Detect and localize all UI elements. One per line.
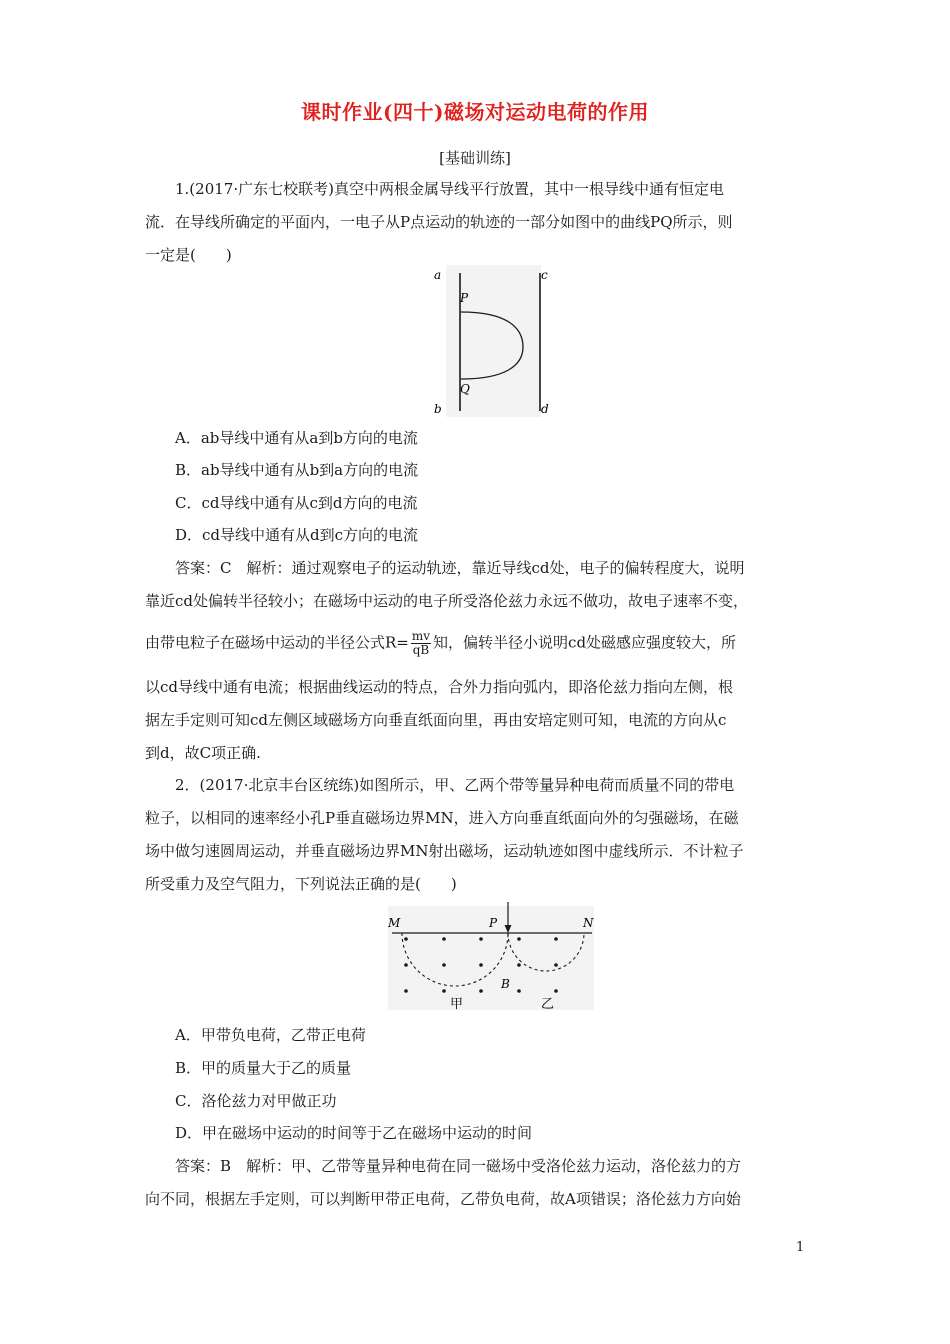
- label-p: P: [460, 291, 469, 305]
- page-number: 1: [796, 1240, 805, 1255]
- q1-answer-formula-line: [145, 630, 810, 657]
- q1-option-b: B．ab导线中通有从b到a方向的电流: [175, 461, 419, 479]
- page-title: 课时作业(四十)磁场对运动电荷的作用: [301, 100, 649, 124]
- q2-option-b: B．甲的质量大于乙的质量: [175, 1059, 352, 1077]
- q1-option-a: A．ab导线中通有从a到b方向的电流: [175, 429, 418, 447]
- label-c: c: [541, 268, 548, 282]
- q2-stem-line-2: 粒子，以相同的速率经小孔P垂直磁场边界MN，进入方向垂直纸面向外的匀强磁场，在磁: [145, 809, 739, 827]
- q1-figure: [428, 265, 558, 417]
- q2-figure: [384, 900, 596, 1012]
- label-a: a: [434, 268, 442, 282]
- q1-answer-line-5: 到d，故C项正确.: [145, 744, 261, 762]
- q2-stem-line-3: 场中做匀速圆周运动，并垂直磁场边界MN射出磁场，运动轨迹如图中虚线所示．不计粒子: [145, 842, 744, 860]
- formula-after: 知，偏转半径小说明cd处磁感应强度较大，所: [433, 633, 737, 652]
- q1-answer-line-1: 答案：C 解析：通过观察电子的运动轨迹，靠近导线cd处，电子的偏转程度大，说明: [175, 559, 745, 577]
- q1-option-c: C．cd导线中通有从c到d方向的电流: [175, 494, 418, 512]
- q1-stem-line-3: 一定是( ): [145, 246, 232, 264]
- label-b: B: [501, 977, 510, 991]
- q1-answer-line-2: 靠近cd处偏转半径较小；在磁场中运动的电子所受洛伦兹力永远不做功，故电子速率不变，: [145, 592, 749, 610]
- q2-stem-line-4: 所受重力及空气阻力，下列说法正确的是( ): [145, 875, 457, 893]
- q2-stem-line-1: 2．(2017·北京丰台区统练)如图所示，甲、乙两个带等量异种电荷而质量不同的带电: [175, 776, 735, 794]
- label-jia: 甲: [450, 997, 464, 1012]
- fraction-denominator: qB: [412, 643, 430, 657]
- label-n: N: [583, 916, 594, 930]
- section-heading: [基础训练]: [439, 149, 511, 167]
- label-q: Q: [460, 382, 470, 396]
- formula-before: 由带电粒子在磁场中运动的半径公式R=: [145, 633, 409, 652]
- q1-stem-line-1: 1.(2017·广东七校联考)真空中两根金属导线平行放置，其中一根导线中通有恒定电: [175, 180, 724, 198]
- label-m: M: [388, 916, 401, 930]
- label-yi: 乙: [541, 997, 555, 1012]
- q2-answer-line-2: 向不同，根据左手定则，可以判断甲带正电荷，乙带负电荷，故A项错误；洛伦兹力方向始: [145, 1190, 741, 1208]
- q1-stem-line-2: 流．在导线所确定的平面内，一电子从P点运动的轨迹的一部分如图中的曲线PQ所示，则: [145, 213, 733, 231]
- label-p: P: [489, 916, 498, 930]
- fraction-numerator: mv: [411, 629, 431, 643]
- label-b: b: [434, 402, 442, 416]
- q2-option-d: D．甲在磁场中运动的时间等于乙在磁场中运动的时间: [175, 1124, 533, 1142]
- q1-answer-line-3: 以cd导线中通有电流；根据曲线运动的特点，合外力指向弧内，即洛伦兹力指向左侧，根: [145, 678, 734, 696]
- q2-option-c: C．洛伦兹力对甲做正功: [175, 1092, 337, 1110]
- q2-answer-line-1: 答案：B 解析：甲、乙带等量异种电荷在同一磁场中受洛伦兹力运动，洛伦兹力的方: [175, 1157, 742, 1175]
- q1-answer-line-4: 据左手定则可知cd左侧区域磁场方向垂直纸面向里，再由安培定则可知，电流的方向从c: [145, 711, 727, 729]
- label-d: d: [541, 402, 549, 416]
- q1-option-d: D．cd导线中通有从d到c方向的电流: [175, 526, 419, 544]
- q2-option-a: A．甲带负电荷，乙带正电荷: [175, 1026, 366, 1044]
- radius-fraction: [411, 630, 431, 657]
